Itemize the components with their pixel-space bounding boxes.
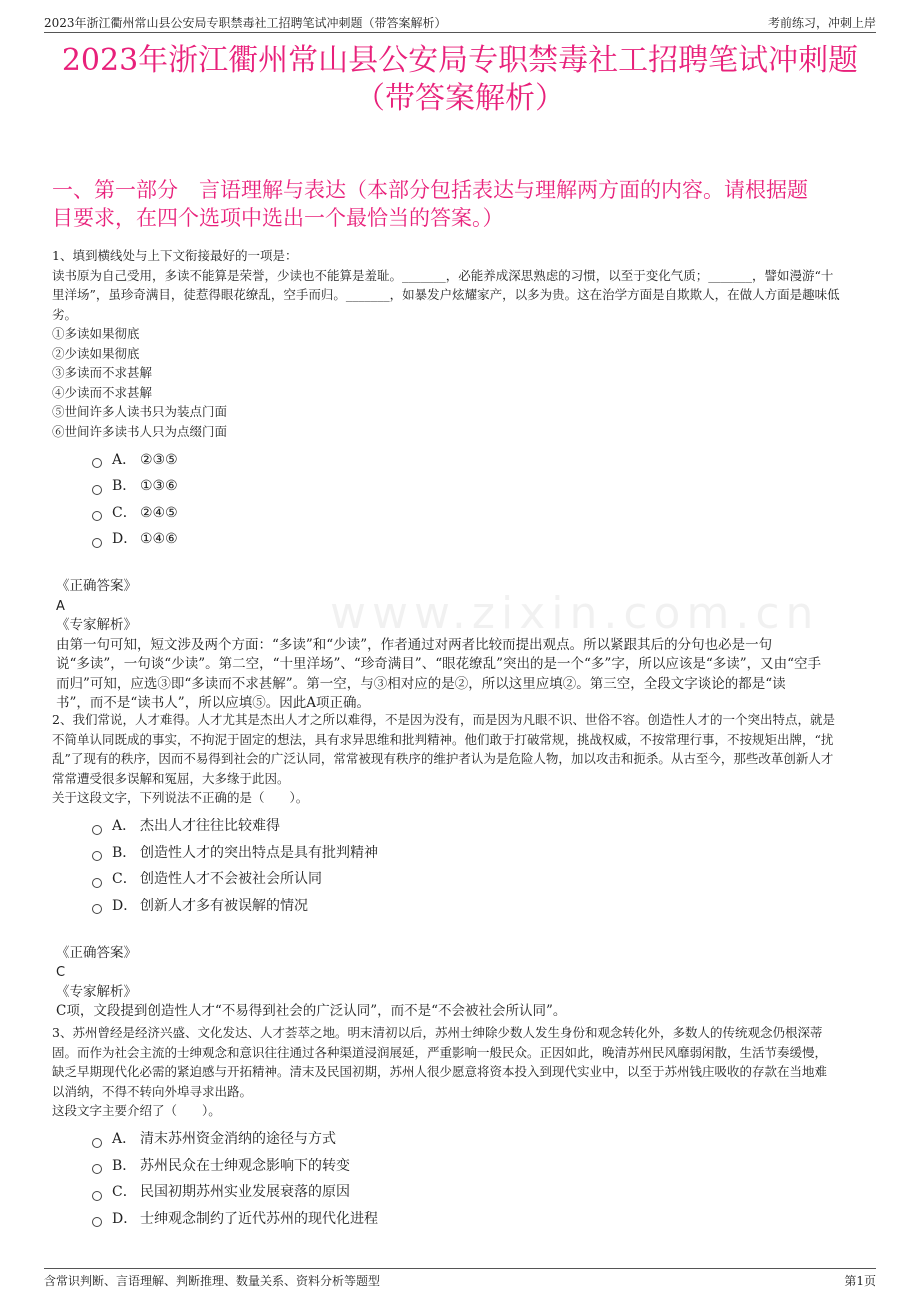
radio-icon[interactable]: [92, 1191, 102, 1201]
radio-icon[interactable]: [92, 458, 102, 468]
answer-block: [56, 944, 868, 1022]
section-heading-line-2: 目要求，在四个选项中选出一个最恰当的答案。）: [52, 206, 504, 230]
option-d[interactable]: [92, 1206, 868, 1233]
option-text: ①④⑥: [140, 531, 178, 547]
answer-label: 《正确答案》: [56, 578, 137, 594]
question-1: [52, 246, 868, 714]
option-c[interactable]: [92, 1180, 868, 1207]
footer-topics: 含常识判断、言语理解、判断推理、数量关系、资料分析等题型: [44, 1274, 381, 1288]
question-stem-line: ④少读而不求甚解: [52, 384, 153, 400]
analysis-line: 说“多读”，一句谈“少读”。第二空，“十里洋场”、“珍奇满目”、“眼花缭乱”突出的是一个“多”字，所以应该是“多读”，又由“空手: [56, 656, 822, 672]
analysis-label: 《专家解析》: [56, 617, 137, 633]
question-stem-line: 3、苏州曾经是经济兴盛、文化发达、人才荟萃之地。明末清初以后，苏州士绅除少数人发生身份和观念转化外，多数人的传统观念仍根深蒂: [52, 1025, 823, 1040]
page-footer: [44, 1268, 876, 1289]
radio-icon[interactable]: [92, 1217, 102, 1227]
option-letter: B．: [112, 844, 137, 861]
question-stem-line: 这段文字主要介绍了（ ）。: [52, 1103, 221, 1118]
option-a[interactable]: [92, 1127, 868, 1154]
option-text: 士绅观念制约了近代苏州的现代化进程: [140, 1210, 378, 1227]
option-text: ②③⑤: [140, 451, 178, 468]
question-stem-line: 不简单认同既成的事实，不拘泥于固定的想法，具有求异思维和批判精神。他们敢于打破常规，挑战权威，不按常理行事，不按规矩出牌，“扰: [52, 731, 834, 747]
option-letter: C．: [112, 1184, 137, 1200]
radio-icon[interactable]: [92, 511, 102, 521]
option-a[interactable]: [92, 447, 868, 474]
question-stem-line: 乱”了现有的秩序，因而不易得到社会的广泛认同，常常被现有秩序的维护者认为是危险人物，加以攻击和扼杀。从古至今，那些改革创新人才: [52, 751, 834, 766]
radio-icon[interactable]: [92, 485, 102, 495]
option-b[interactable]: [92, 474, 868, 501]
question-stem-line: ②少读如果彻底: [52, 345, 140, 361]
answer-value: C: [56, 965, 66, 980]
analysis-line: C项，文段提到创造性人才“不易得到社会的广泛认同”，而不是“不会被社会所认同”。: [56, 1003, 567, 1019]
question-stem-line: ③多读而不求甚解: [52, 365, 153, 380]
radio-icon[interactable]: [92, 825, 102, 835]
option-letter: C．: [112, 871, 137, 887]
page-header: [44, 12, 876, 33]
question-stem-line: ⑥世间许多读书人只为点缀门面: [52, 423, 228, 439]
analysis-line: 而归”可知，应选③即“多读而不求甚解”。第一空，与③相对应的是②，所以这里应填②。第三空，全段文字谈论的都是“读: [56, 675, 786, 692]
radio-icon[interactable]: [92, 1138, 102, 1148]
option-letter: D．: [112, 531, 138, 547]
analysis-label: 《专家解析》: [56, 983, 137, 1000]
option-text: 苏州民众在士绅观念影响下的转变: [140, 1157, 350, 1174]
question-stem-line: 缺乏早期现代化必需的紧迫感与开拓精神。清末及民国初期，苏州人很少愿意将资本投入到现代实业中，以至于苏州钱庄吸收的存款在当地难: [52, 1064, 828, 1079]
radio-icon[interactable]: [92, 878, 102, 888]
option-b[interactable]: [92, 840, 868, 867]
header-slogan: 考前练习，冲刺上岸: [767, 16, 876, 30]
title-line-2: （带答案解析）: [355, 81, 565, 116]
option-text: 杰出人才往往比较难得: [140, 818, 280, 834]
question-stem-line: 2、我们常说，人才难得。人才尤其是杰出人才之所以难得，不是因为没有，而是因为凡眼不识、世俗不容。创造性人才的一个突出特点，就是: [52, 712, 835, 727]
watermark: www.zixin.com.cn: [330, 588, 820, 639]
question-stem-line: 里洋场”，虽珍奇满目，徒惹得眼花缭乱，空手而归。_______，如暴发户炫耀家产，以多为贵。这在治学方面是自欺欺人，在做人方面是趣味低: [52, 287, 840, 302]
option-c[interactable]: [92, 867, 868, 894]
option-text: 创造性人才不会被社会所认同: [140, 871, 322, 887]
option-letter: B．: [112, 1157, 137, 1174]
analysis-line: 书”，而不是“读书人”，所以应填⑤。因此A项正确。: [56, 695, 370, 711]
title-line-1: 2023年浙江衢州常山县公安局专职禁毒社工招聘笔试冲刺题: [61, 43, 859, 78]
options-list: [92, 814, 868, 920]
question-stem-line: 1、填到横线处与上下文衔接最好的一项是：: [52, 248, 298, 263]
option-letter: A．: [112, 451, 137, 468]
question-stem-line: ⑤世间许多人读书只为装点门面: [52, 404, 228, 419]
option-text: ②④⑤: [140, 504, 178, 521]
option-letter: A．: [112, 1131, 137, 1147]
options-list: [92, 1127, 868, 1233]
options-list: [92, 447, 868, 553]
question-stem-line: 以消纳，不得不转向外埠寻求出路。: [52, 1083, 253, 1099]
question-2: [52, 710, 868, 1022]
question-stem-line: 劣。: [52, 306, 78, 322]
option-text: 创造性人才的突出特点是具有批判精神: [140, 844, 378, 861]
option-letter: C．: [112, 504, 137, 521]
option-text: 清末苏州资金消纳的途径与方式: [140, 1131, 336, 1147]
option-letter: D．: [112, 1210, 138, 1227]
option-text: ①③⑥: [140, 478, 178, 494]
section-heading-line-1: 一、第一部分 言语理解与表达（本部分包括表达与理解两方面的内容。请根据题: [52, 178, 808, 202]
question-stem-line: 固。而作为社会主流的士绅观念和意识往往通过各种渠道浸润展延，严重影响一般民众。正因如此，晚清苏州民风靡弱闲散，生活节奏缓慢，: [52, 1044, 828, 1060]
answer-block: [56, 577, 868, 714]
section-heading: [52, 176, 864, 232]
option-letter: A．: [112, 818, 137, 834]
question-stem-line: 常常遭受很多误解和冤屈，大多缘于此因。: [52, 770, 290, 786]
option-d[interactable]: [92, 527, 868, 554]
answer-label: 《正确答案》: [56, 944, 137, 961]
option-text: 创新人才多有被误解的情况: [140, 897, 308, 914]
option-a[interactable]: [92, 814, 868, 841]
option-letter: D．: [112, 897, 138, 914]
question-stem-line: 读书原为自己受用，多读不能算是荣誉，少读也不能算是羞耻。_______，必能养成深思熟虑的习惯，以至于变化气质；_______，譬如漫游“十: [52, 267, 834, 283]
radio-icon[interactable]: [92, 904, 102, 914]
radio-icon[interactable]: [92, 1164, 102, 1174]
question-3: [52, 1023, 868, 1233]
option-d[interactable]: [92, 893, 868, 920]
document-title: [0, 42, 920, 118]
option-text: 民国初期苏州实业发展衰落的原因: [140, 1184, 350, 1200]
answer-value: A: [56, 598, 65, 614]
page-number: 第1页: [844, 1274, 876, 1288]
radio-icon[interactable]: [92, 538, 102, 548]
radio-icon[interactable]: [92, 851, 102, 861]
analysis-line: 由第一句可知，短文涉及两个方面：“多读”和“少读”，作者通过对两者比较而提出观点。所以紧跟其后的分句也必是一句: [56, 636, 773, 653]
question-stem-line: ①多读如果彻底: [52, 326, 140, 341]
option-c[interactable]: [92, 500, 868, 527]
question-stem-line: 关于这段文字，下列说法不正确的是（ ）。: [52, 790, 309, 805]
option-b[interactable]: [92, 1153, 868, 1180]
header-doc-title: 2023年浙江衢州常山县公安局专职禁毒社工招聘笔试冲刺题（带答案解析）: [44, 16, 447, 30]
option-letter: B．: [112, 478, 137, 494]
